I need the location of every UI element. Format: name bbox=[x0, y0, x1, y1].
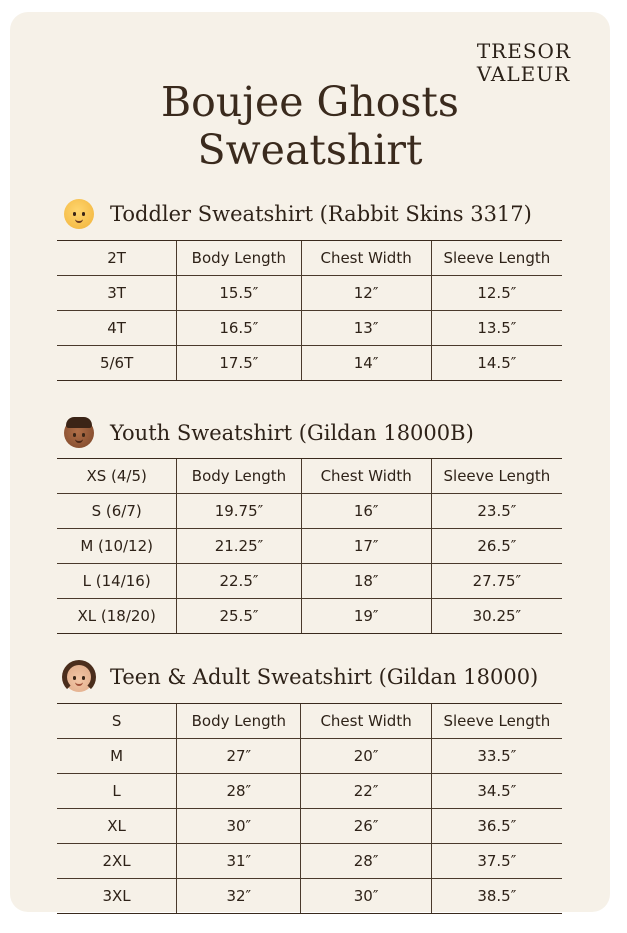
table-cell: 19.75″ bbox=[177, 494, 301, 529]
table-cell: 37.5″ bbox=[431, 844, 562, 879]
table-cell: Sleeve Length bbox=[431, 459, 562, 494]
child-face-icon bbox=[64, 418, 94, 448]
baby-face-icon bbox=[64, 199, 94, 229]
table-cell: Chest Width bbox=[301, 241, 431, 276]
table-row bbox=[57, 311, 562, 346]
table-cell: 26.5″ bbox=[431, 529, 562, 564]
brand-line-1: TRESOR bbox=[476, 39, 571, 63]
table-cell: 22.5″ bbox=[177, 564, 301, 599]
table-cell: Sleeve Length bbox=[431, 704, 562, 739]
table-cell: 34.5″ bbox=[431, 774, 562, 809]
table-cell: 16″ bbox=[301, 494, 431, 529]
table-cell: 14.5″ bbox=[431, 346, 562, 381]
table-cell: XL bbox=[57, 809, 177, 844]
table-cell: 17.5″ bbox=[177, 346, 301, 381]
table-row bbox=[57, 739, 562, 774]
table-header-row bbox=[57, 241, 562, 276]
table-cell: 33.5″ bbox=[431, 739, 562, 774]
table-cell: Chest Width bbox=[301, 704, 431, 739]
table-cell: 2T bbox=[57, 241, 177, 276]
table-cell: 31″ bbox=[177, 844, 301, 879]
table-cell: 3XL bbox=[57, 879, 177, 914]
table-cell: 22″ bbox=[301, 774, 431, 809]
table-cell: 28″ bbox=[177, 774, 301, 809]
table-cell: Body Length bbox=[177, 241, 301, 276]
table-cell: 16.5″ bbox=[177, 311, 301, 346]
table-cell: 23.5″ bbox=[431, 494, 562, 529]
table-cell: XL (18/20) bbox=[57, 599, 177, 634]
table-cell: 36.5″ bbox=[431, 809, 562, 844]
section-title: Youth Sweatshirt (Gildan 18000B) bbox=[110, 421, 474, 445]
table-cell: M (10/12) bbox=[57, 529, 177, 564]
table-cell: 15.5″ bbox=[177, 276, 301, 311]
table-cell: 4T bbox=[57, 311, 177, 346]
section-title: Toddler Sweatshirt (Rabbit Skins 3317) bbox=[110, 202, 532, 226]
table-cell: 38.5″ bbox=[431, 879, 562, 914]
table-cell: 2XL bbox=[57, 844, 177, 879]
table-cell: M bbox=[57, 739, 177, 774]
table-row bbox=[57, 879, 562, 914]
table-cell: 26″ bbox=[301, 809, 431, 844]
table-cell: L (14/16) bbox=[57, 564, 177, 599]
table-row bbox=[57, 774, 562, 809]
size-table-youth bbox=[57, 458, 562, 634]
table-cell: 18″ bbox=[301, 564, 431, 599]
table-cell: Chest Width bbox=[301, 459, 431, 494]
size-table-toddler bbox=[57, 240, 562, 381]
table-cell: 30″ bbox=[177, 809, 301, 844]
table-row bbox=[57, 346, 562, 381]
section-heading-youth bbox=[64, 416, 474, 450]
table-cell: S bbox=[57, 704, 177, 739]
table-cell: 27.75″ bbox=[431, 564, 562, 599]
table-cell: 25.5″ bbox=[177, 599, 301, 634]
table-cell: L bbox=[57, 774, 177, 809]
table-cell: 17″ bbox=[301, 529, 431, 564]
table-row bbox=[57, 494, 562, 529]
woman-face-icon bbox=[64, 662, 94, 692]
table-cell: 30.25″ bbox=[431, 599, 562, 634]
title-line-2: Sweatshirt bbox=[197, 126, 423, 174]
table-cell: 30″ bbox=[301, 879, 431, 914]
table-cell: 27″ bbox=[177, 739, 301, 774]
table-cell: 19″ bbox=[301, 599, 431, 634]
table-cell: 12.5″ bbox=[431, 276, 562, 311]
table-row bbox=[57, 809, 562, 844]
table-cell: 13″ bbox=[301, 311, 431, 346]
section-heading-toddler bbox=[64, 197, 532, 231]
table-cell: 14″ bbox=[301, 346, 431, 381]
size-table-adult bbox=[57, 703, 562, 914]
table-cell: 3T bbox=[57, 276, 177, 311]
page-title bbox=[0, 78, 620, 174]
section-heading-adult bbox=[64, 660, 538, 694]
table-cell: 13.5″ bbox=[431, 311, 562, 346]
table-row bbox=[57, 844, 562, 879]
title-line-1: Boujee Ghosts bbox=[161, 78, 459, 126]
section-title: Teen & Adult Sweatshirt (Gildan 18000) bbox=[110, 665, 539, 689]
brand-line-2: VALEUR bbox=[476, 62, 571, 86]
table-row bbox=[57, 529, 562, 564]
table-cell: XS (4/5) bbox=[57, 459, 177, 494]
table-cell: 20″ bbox=[301, 739, 431, 774]
table-cell: Body Length bbox=[177, 459, 301, 494]
table-cell: Body Length bbox=[177, 704, 301, 739]
table-header-row bbox=[57, 459, 562, 494]
table-cell: 12″ bbox=[301, 276, 431, 311]
table-row bbox=[57, 564, 562, 599]
table-header-row bbox=[57, 704, 562, 739]
table-cell: Sleeve Length bbox=[431, 241, 562, 276]
table-cell: S (6/7) bbox=[57, 494, 177, 529]
table-cell: 5/6T bbox=[57, 346, 177, 381]
table-cell: 21.25″ bbox=[177, 529, 301, 564]
table-cell: 28″ bbox=[301, 844, 431, 879]
table-row bbox=[57, 276, 562, 311]
table-cell: 32″ bbox=[177, 879, 301, 914]
table-row bbox=[57, 599, 562, 634]
